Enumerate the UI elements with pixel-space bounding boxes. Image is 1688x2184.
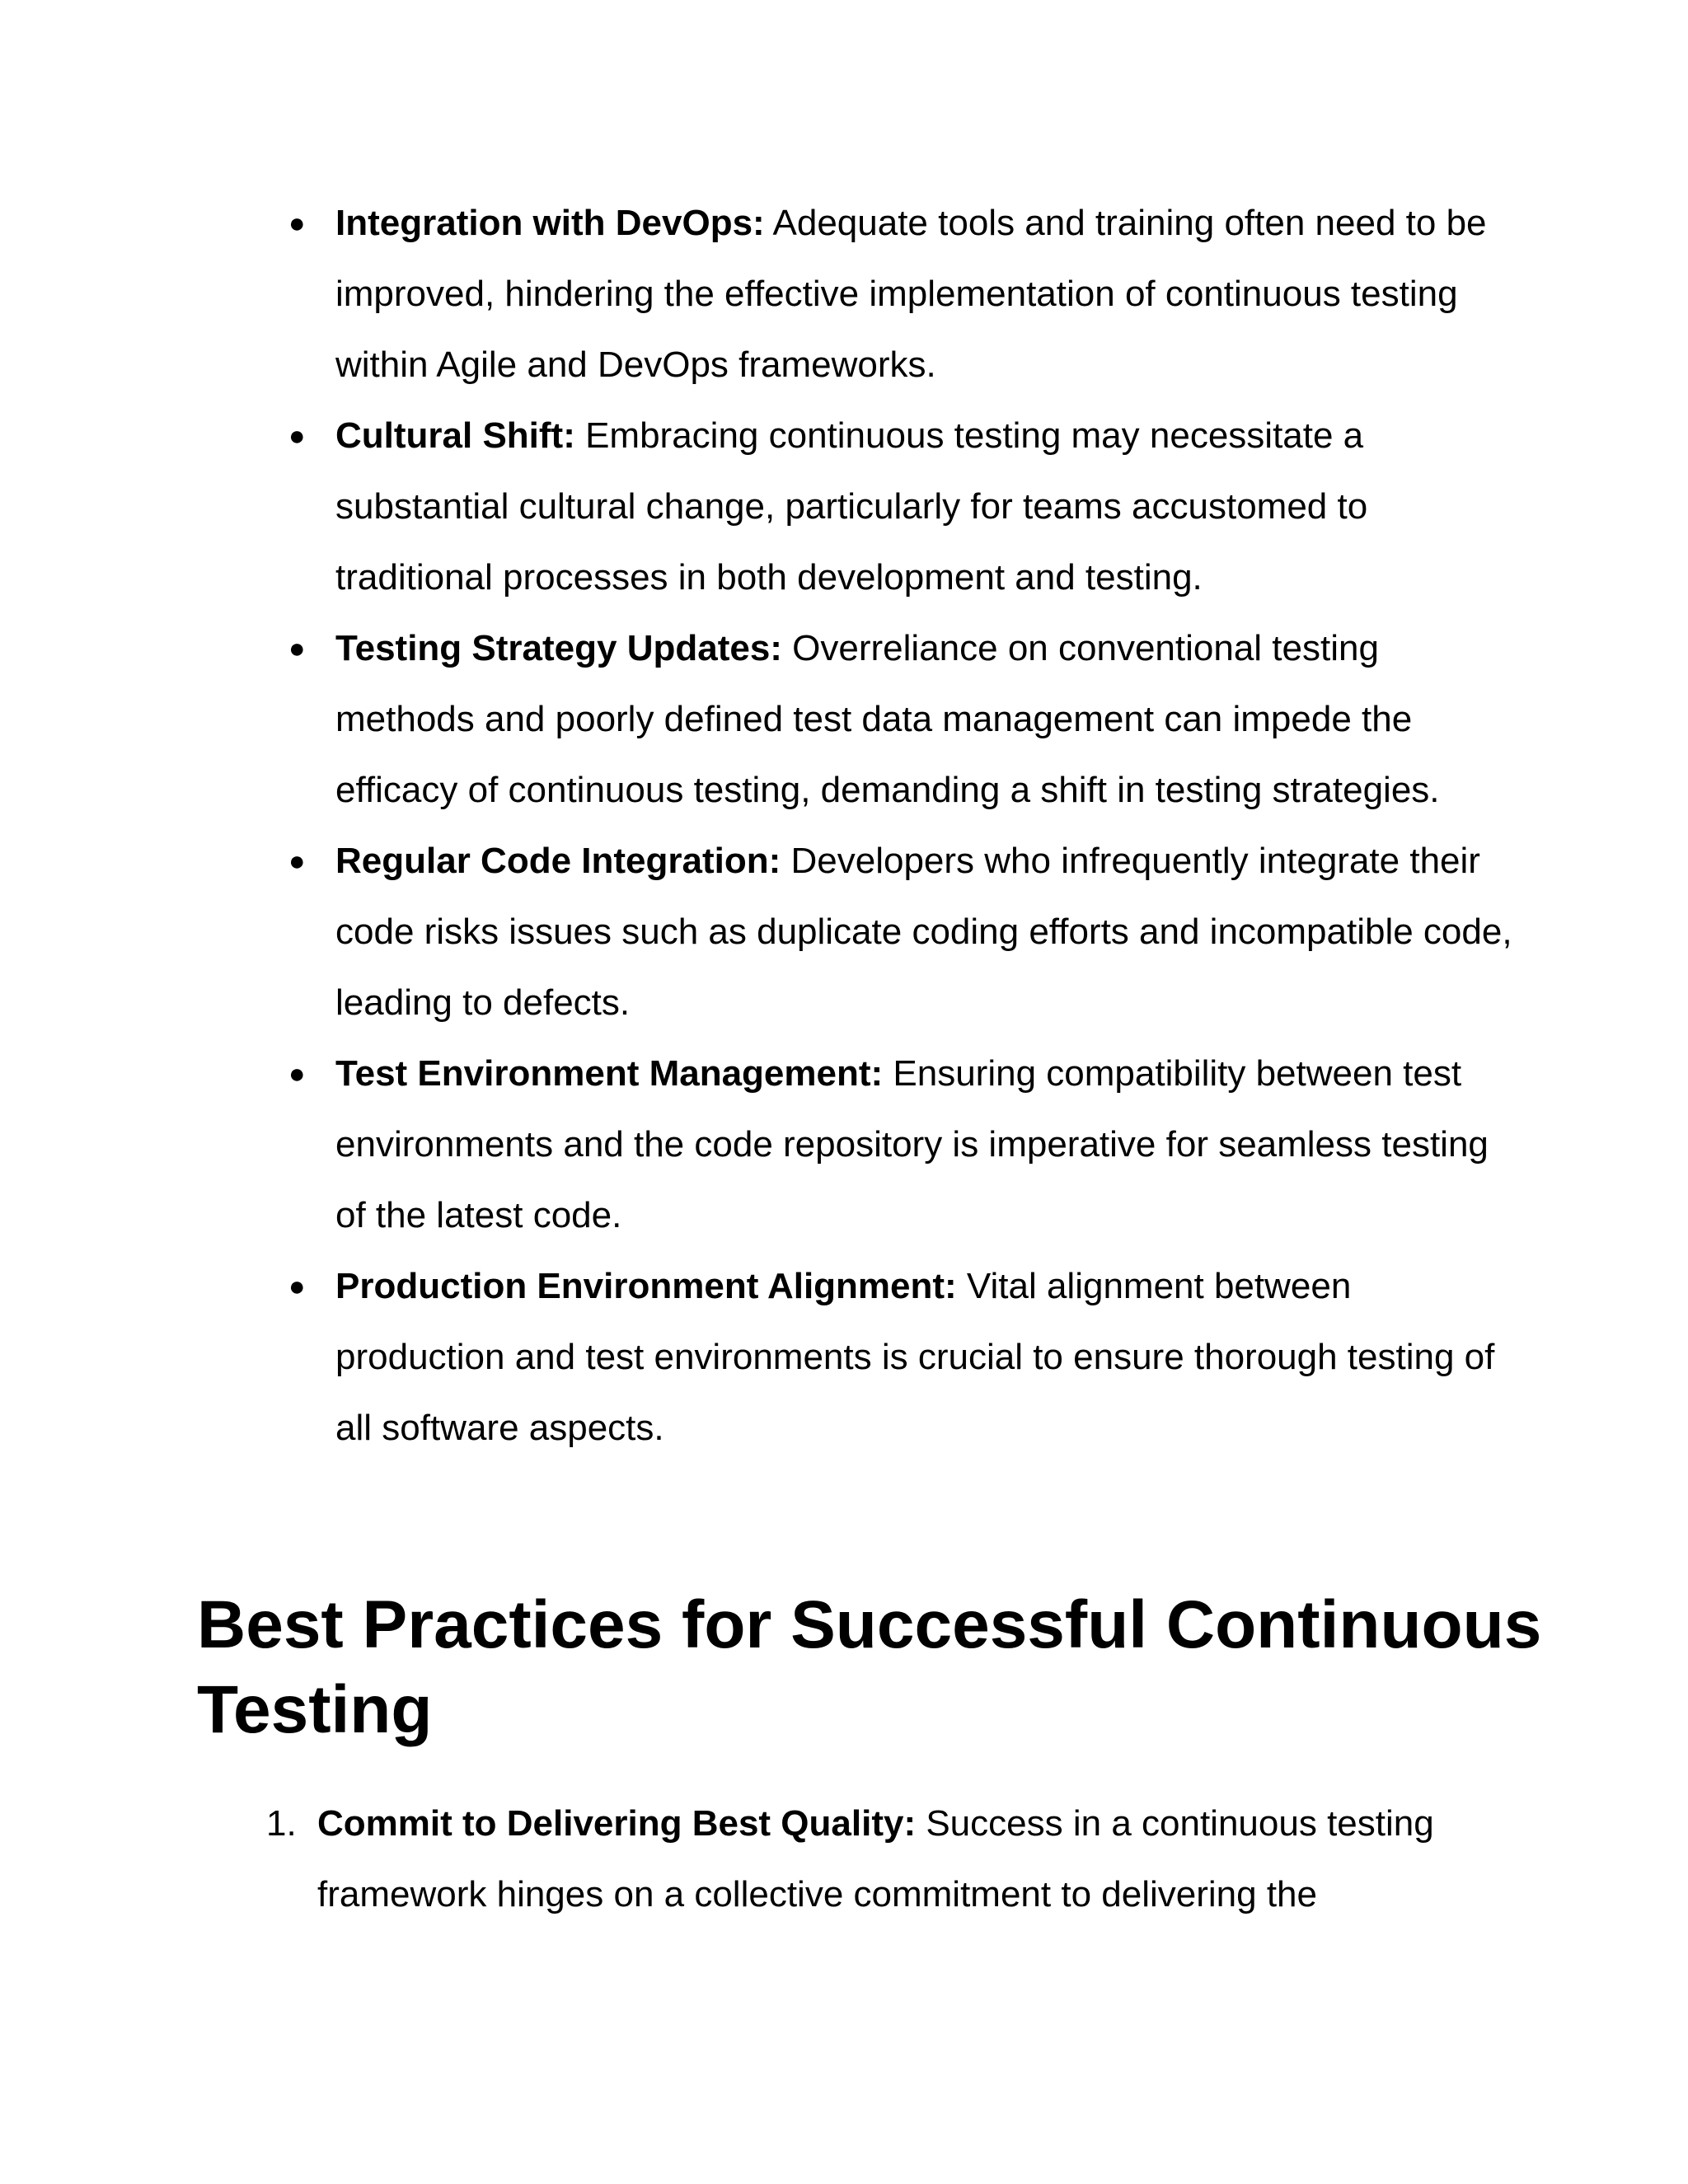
bullet-icon: ●: [288, 1058, 306, 1090]
best-practice-text: Success in a continuous testing framework hinges on a collective commitment to delivering the: [317, 1803, 1434, 1915]
bullet-icon: ●: [288, 208, 306, 239]
challenges-bullet-list: [288, 188, 1522, 1464]
challenge-title: Integration with DevOps:: [335, 203, 765, 243]
challenge-title: Regular Code Integration:: [335, 841, 781, 881]
challenge-text: Developers who infrequently integrate their code risks issues such as duplicate coding efforts and incompatible code, leading to defects.: [335, 841, 1512, 1023]
best-practice-title: Commit to Delivering Best Quality:: [317, 1803, 917, 1844]
bullet-icon: ●: [288, 633, 306, 664]
bullet-icon: ●: [288, 1271, 306, 1302]
challenge-item-cultural-shift: [288, 401, 1522, 613]
challenge-title: Testing Strategy Updates:: [335, 628, 782, 668]
challenge-item-production-environment: [288, 1251, 1522, 1464]
challenge-title: Production Environment Alignment:: [335, 1266, 957, 1306]
bullet-icon: ●: [288, 420, 306, 452]
best-practices-list: [266, 1788, 1512, 1930]
challenge-text: Embracing continuous testing may necessitate a substantial cultural change, particularly for teams accustomed to traditional processes in both development and testing.: [335, 415, 1368, 598]
challenge-item-code-integration: [288, 826, 1522, 1038]
challenge-text: Ensuring compatibility between test environments and the code repository is imperative for seamless testing of the latest code.: [335, 1053, 1489, 1235]
challenge-item-testing-strategy: [288, 613, 1522, 826]
challenge-text: Overreliance on conventional testing methods and poorly defined test data management can impede the efficacy of continuous testing, demanding a shift in testing strategies.: [335, 628, 1440, 810]
challenge-item-test-environment: [288, 1038, 1522, 1251]
challenge-item-devops: [288, 188, 1522, 401]
list-number: 1.: [266, 1803, 297, 1844]
challenge-title: Cultural Shift:: [335, 415, 575, 456]
best-practice-item-quality: [266, 1788, 1512, 1930]
challenge-text: Vital alignment between production and test environments is crucial to ensure thorough testing of all software aspects.: [335, 1266, 1495, 1448]
section-heading: Best Practices for Successful Continuous Testing: [197, 1587, 1542, 1747]
challenge-text: Adequate tools and training often need to be improved, hindering the effective implementation of continuous testing within Agile and DevOps frameworks.: [335, 203, 1487, 385]
bullet-icon: ●: [288, 846, 306, 877]
challenge-title: Test Environment Management:: [335, 1053, 884, 1094]
